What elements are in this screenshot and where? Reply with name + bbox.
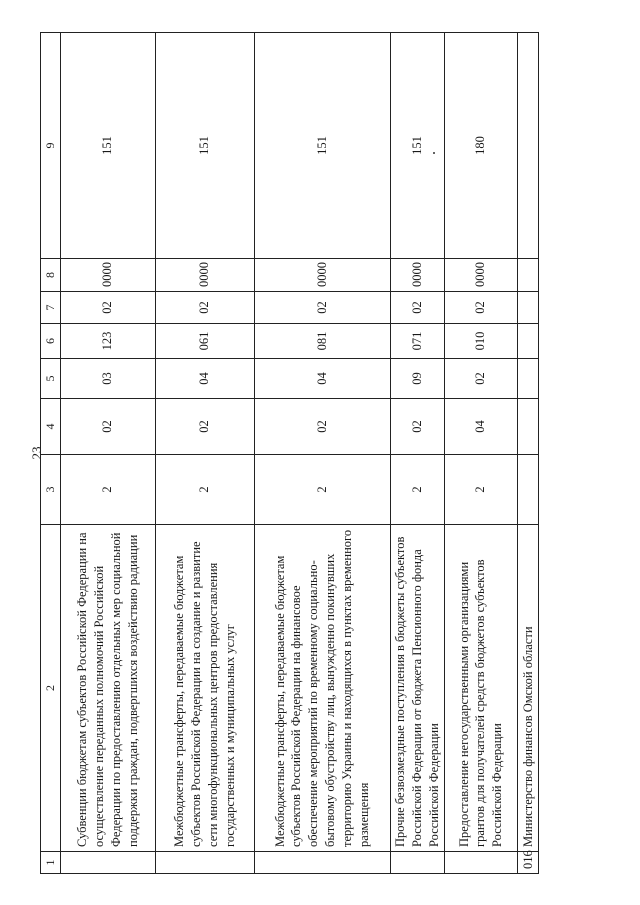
cell-c5: 02 — [444, 359, 518, 399]
cell-description: Межбюджетные трансферты, передаваемые бюджетам субъектов Российской Федерации на создание и развитие сети многофункциональных центров предоставления государственных и муниципальных услуг — [156, 525, 255, 852]
cell-c5: 09 — [390, 359, 444, 399]
cell-c9: 151 — [60, 33, 155, 259]
cell-c7 — [518, 292, 539, 324]
cell-description: Прочие безвозмездные поступления в бюджеты субъектов Российской Федерации от бюджета Пенсионного фонда Российской Федерации — [390, 525, 444, 852]
cell-description: Межбюджетные трансферты, передаваемые бюджетам субъектов Российской Федерации на финансовое обеспечение мероприятий по временному социально-бытовому обустройству лиц, вынужденно покинувших территорию Украины и находящихся в пунктах временного размещения — [254, 525, 390, 852]
cell-c3: 2 — [390, 455, 444, 525]
cell-c3 — [518, 455, 539, 525]
cell-c9 — [518, 33, 539, 259]
cell-c3: 2 — [444, 455, 518, 525]
rotated-page-content — [40, 33, 539, 874]
header-cell: 6 — [41, 324, 61, 359]
table-row — [156, 33, 255, 874]
cell-c9: 151 — [390, 33, 444, 259]
cell-c4: 02 — [60, 399, 155, 455]
header-cell: 3 — [41, 455, 61, 525]
header-cell: 2 — [41, 525, 61, 852]
cell-c4: 04 — [444, 399, 518, 455]
page-number: 23 — [29, 446, 44, 460]
cell-c4 — [518, 399, 539, 455]
cell-c6: 071 — [390, 324, 444, 359]
cell-c4: 02 — [254, 399, 390, 455]
header-cell: 7 — [41, 292, 61, 324]
cell-c6: 010 — [444, 324, 518, 359]
cell-c5 — [518, 359, 539, 399]
cell-c5: 04 — [254, 359, 390, 399]
cell-c9: 151 — [156, 33, 255, 259]
cell-admin-code — [254, 852, 390, 874]
cell-c7: 02 — [444, 292, 518, 324]
table-row — [60, 33, 155, 874]
cell-c3: 2 — [156, 455, 255, 525]
table-row — [390, 33, 444, 874]
cell-c3: 2 — [60, 455, 155, 525]
cell-admin-code — [60, 852, 155, 874]
cell-c8 — [518, 259, 539, 292]
cell-c5: 04 — [156, 359, 255, 399]
table-header-row — [41, 33, 61, 874]
cell-admin-code — [390, 852, 444, 874]
cell-c6: 081 — [254, 324, 390, 359]
cell-c8: 0000 — [390, 259, 444, 292]
cell-c7: 02 — [254, 292, 390, 324]
cell-description: Субвенции бюджетам субъектов Российской Федерации на осуществление переданных полномочий Российской Федерации по предоставлению отдельных мер социальной поддержки граждан, подвергшихся воздействию радиации — [60, 525, 155, 852]
cell-c9: 151 — [254, 33, 390, 259]
table-row — [518, 33, 539, 874]
cell-c8: 0000 — [156, 259, 255, 292]
cell-c3: 2 — [254, 455, 390, 525]
cell-c4: 02 — [156, 399, 255, 455]
cell-c7: 02 — [156, 292, 255, 324]
header-cell: 1 — [41, 852, 61, 874]
table-row — [444, 33, 518, 874]
budget-classification-table — [40, 32, 539, 874]
cell-admin-code: 016 — [518, 852, 539, 874]
cell-c5: 03 — [60, 359, 155, 399]
cell-c6: 123 — [60, 324, 155, 359]
cell-c9: 180 — [444, 33, 518, 259]
cell-c8: 0000 — [444, 259, 518, 292]
table-row — [254, 33, 390, 874]
cell-admin-code — [444, 852, 518, 874]
header-cell: 5 — [41, 359, 61, 399]
header-cell: 9 — [41, 33, 61, 259]
cell-c6: 061 — [156, 324, 255, 359]
cell-c4: 02 — [390, 399, 444, 455]
cell-description: Предоставление негосударственными организациями грантов для получателей средств бюджетов субъектов Российской Федерации — [444, 525, 518, 852]
cell-c7: 02 — [390, 292, 444, 324]
cell-admin-code — [156, 852, 255, 874]
header-cell: 4 — [41, 399, 61, 455]
cell-c8: 0000 — [254, 259, 390, 292]
cell-c6 — [518, 324, 539, 359]
header-cell: 8 — [41, 259, 61, 292]
cell-description: Министерство финансов Омской области — [518, 525, 539, 852]
cell-c8: 0000 — [60, 259, 155, 292]
cell-c7: 02 — [60, 292, 155, 324]
